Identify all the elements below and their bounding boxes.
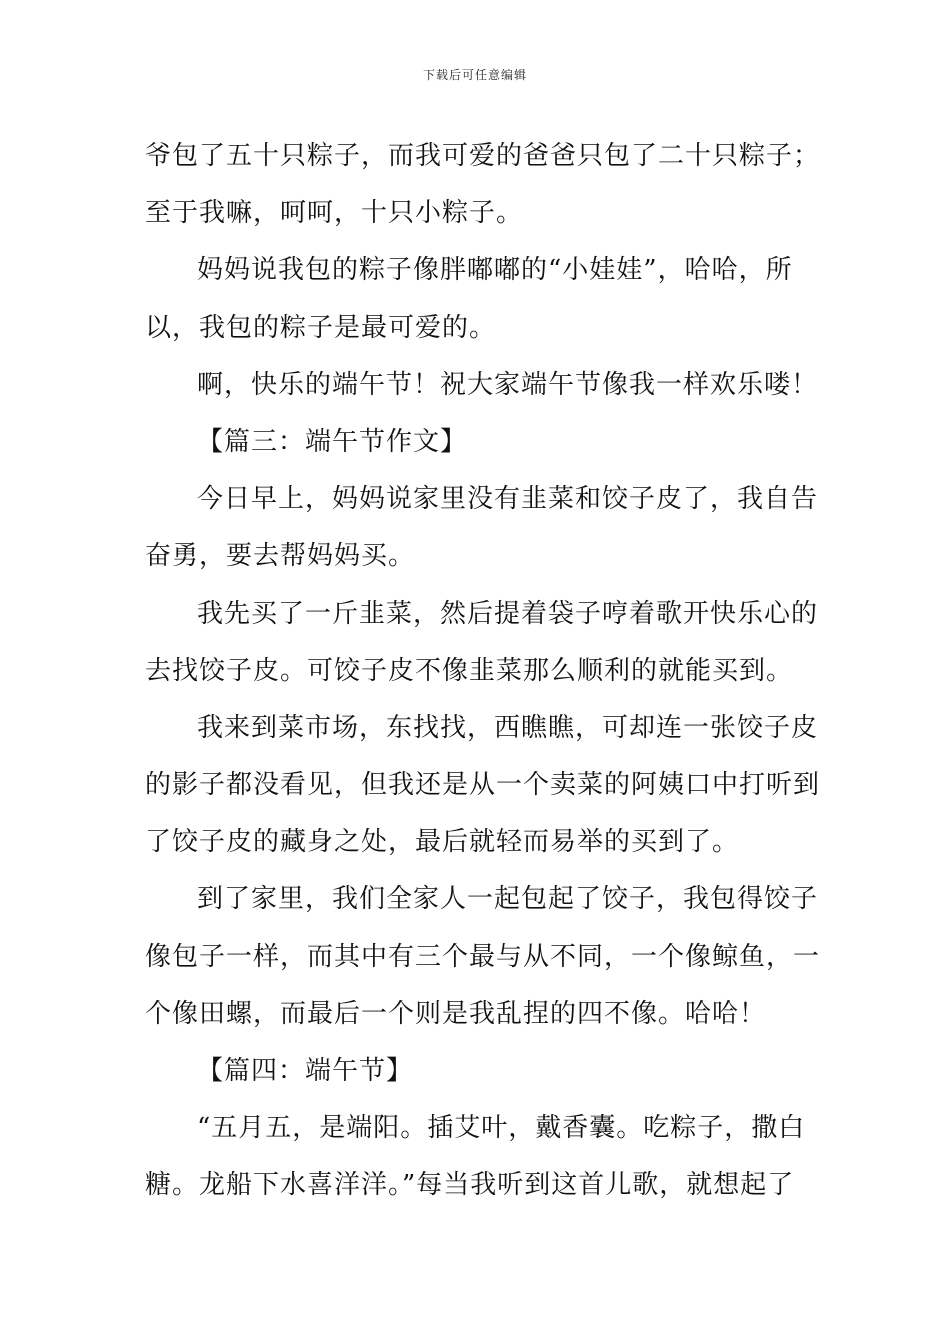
text-line: 至于我嘛，呵呵，十只小粽子。 — [145, 198, 524, 229]
text-line: 以，我包的粽子是最可爱的。 — [145, 312, 497, 343]
paragraph-start: 妈妈说我包的粽子像胖嘟嘟的“小娃娃”，哈哈，所 — [197, 255, 793, 286]
paragraph-start: 到了家里，我们全家人一起包起了饺子，我包得饺子 — [197, 884, 819, 915]
text-line: 像包子一样，而其中有三个最与从不同，一个像鲸鱼，一 — [145, 941, 821, 972]
text-line: 的影子都没看见，但我还是从一个卖菜的阿姨口中打听到 — [145, 770, 821, 801]
paragraph-start: 今日早上，妈妈说家里没有韭菜和饺子皮了，我自告 — [197, 484, 819, 515]
document-body — [145, 128, 821, 1215]
text-line: 去找饺子皮。可饺子皮不像韭菜那么顺利的就能买到。 — [145, 655, 794, 686]
text-line: 了饺子皮的藏身之处，最后就轻而易举的买到了。 — [145, 827, 740, 858]
page-header: 下载后可任意编辑 — [422, 68, 527, 82]
text-line: 爷包了五十只粽子，而我可爱的爸爸只包了二十只粽子； — [145, 141, 821, 171]
text-line: 糖。龙船下水喜洋洋。”每当我听到这首儿歌，就想起了 — [145, 1170, 795, 1201]
section-heading: 【篇四：端午节】 — [197, 1056, 414, 1086]
paragraph-start: 啊，快乐的端午节！祝大家端午节像我一样欢乐喽！ — [197, 369, 819, 400]
paragraph-start: “五月五，是端阳。插艾叶，戴香囊。吃粽子，撒白 — [197, 1113, 806, 1144]
paragraph-start: 我来到菜市场，东找找，西瞧瞧，可却连一张饺子皮 — [197, 712, 819, 743]
text-line: 个像田螺，而最后一个则是我乱捏的四不像。哈哈！ — [145, 998, 767, 1029]
section-heading: 【篇三：端午节作文】 — [197, 426, 468, 457]
paragraph-start: 我先买了一斤韭菜，然后提着袋子哼着歌开快乐心的 — [197, 598, 819, 629]
text-line: 奋勇，要去帮妈妈买。 — [145, 541, 416, 572]
